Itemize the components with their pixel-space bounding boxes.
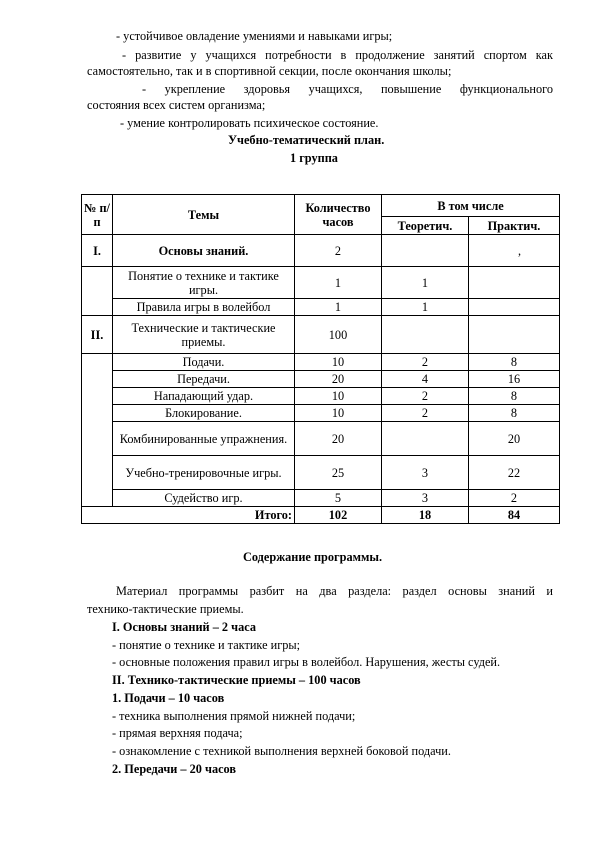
section-1-heading: I. Основы знаний – 2 часа	[112, 620, 256, 634]
header-hours: Количество часов	[295, 195, 382, 235]
row-theory: 3	[382, 490, 469, 507]
row-theory: 3	[382, 456, 469, 490]
row-hours: 10	[295, 354, 382, 371]
row-theory: 2	[382, 388, 469, 405]
row-practice: 8	[469, 405, 560, 422]
plan-table	[81, 194, 560, 524]
table-row	[82, 405, 560, 422]
row-topic: Комбинированные упражнения.	[113, 422, 295, 456]
row-practice	[469, 316, 560, 354]
goal-item-health-line1: - укрепление здоровья учащихся, повышение функционального	[142, 82, 553, 96]
goal-item-skills: - устойчивое овладение умениями и навыками игры;	[116, 29, 393, 43]
row-theory: 2	[382, 354, 469, 371]
goal-item-motivation-line2: самостоятельно, так и в спортивной секции, после окончания школы;	[87, 64, 452, 78]
section-1-item: - основные положения правил игры в волейбол. Нарушения, жесты судей.	[112, 655, 501, 669]
row-hours: 10	[295, 405, 382, 422]
header-including: В том числе	[382, 195, 560, 217]
row-theory: 2	[382, 405, 469, 422]
plan-title: Учебно-тематический план.	[228, 133, 385, 147]
row-hours: 1	[295, 299, 382, 316]
row-topic: Судейство игр.	[113, 490, 295, 507]
content-paragraph-line1: Материал программы разбит на два раздела: раздел основы знаний и	[116, 584, 553, 598]
table-row	[82, 371, 560, 388]
table-row	[82, 235, 560, 267]
header-practice: Практич.	[469, 217, 560, 235]
subsection-1-item: - техника выполнения прямой нижней подачи;	[112, 709, 356, 723]
row-hours: 20	[295, 422, 382, 456]
section-1-item: - понятие о технике и тактике игры;	[112, 638, 301, 652]
row-topic: Понятие о технике и тактике игры.	[113, 267, 295, 299]
row-topic: Правила игры в волейбол	[113, 299, 295, 316]
row-practice: 16	[469, 371, 560, 388]
goal-item-health-line2: состояния всех систем организма;	[87, 98, 266, 112]
table-header-row	[82, 195, 560, 217]
subsection-1-item: - ознакомление с техникой выполнения верхней боковой подачи.	[112, 744, 451, 758]
plan-group: 1 группа	[290, 151, 338, 165]
row-theory	[382, 235, 469, 267]
content-paragraph-line2: технико-тактические приемы.	[87, 602, 244, 616]
row-theory: 1	[382, 267, 469, 299]
row-topic: Передачи.	[113, 371, 295, 388]
row-theory: 4	[382, 371, 469, 388]
row-topic: Учебно-тренировочные игры.	[113, 456, 295, 490]
table-row	[82, 422, 560, 456]
row-hours: 25	[295, 456, 382, 490]
table-row	[82, 354, 560, 371]
header-topics: Темы	[113, 195, 295, 235]
table-row	[82, 456, 560, 490]
row-hours: 20	[295, 371, 382, 388]
row-theory: 1	[382, 299, 469, 316]
total-practice: 84	[469, 507, 560, 524]
row-num: II.	[82, 316, 113, 354]
total-theory: 18	[382, 507, 469, 524]
table-row	[82, 388, 560, 405]
row-num	[82, 267, 113, 316]
row-practice: 22	[469, 456, 560, 490]
goal-item-control: - умение контролировать психическое состояние.	[120, 116, 379, 130]
row-topic: Подачи.	[113, 354, 295, 371]
row-num	[82, 354, 113, 507]
table-row	[82, 490, 560, 507]
total-hours: 102	[295, 507, 382, 524]
table-total-row	[82, 507, 560, 524]
row-num: I.	[82, 235, 113, 267]
row-hours: 10	[295, 388, 382, 405]
row-topic: Нападающий удар.	[113, 388, 295, 405]
total-label: Итого:	[82, 507, 295, 524]
row-hours: 100	[295, 316, 382, 354]
row-practice: 8	[469, 354, 560, 371]
content-heading: Содержание программы.	[243, 550, 383, 564]
row-hours: 1	[295, 267, 382, 299]
row-practice	[469, 299, 560, 316]
row-topic: Основы знаний.	[113, 235, 295, 267]
table-row	[82, 299, 560, 316]
row-practice: ,	[469, 235, 560, 267]
header-num: № п/п	[82, 195, 113, 235]
row-hours: 5	[295, 490, 382, 507]
section-2-heading: II. Технико-тактические приемы – 100 часов	[112, 673, 361, 687]
row-practice: 20	[469, 422, 560, 456]
goal-item-motivation-line1: - развитие у учащихся потребности в продолжение занятий спортом как	[122, 48, 553, 62]
header-theory: Теоретич.	[382, 217, 469, 235]
row-topic: Технические и тактические приемы.	[113, 316, 295, 354]
row-theory	[382, 422, 469, 456]
row-hours: 2	[295, 235, 382, 267]
row-practice	[469, 267, 560, 299]
row-topic: Блокирование.	[113, 405, 295, 422]
subsection-1-item: - прямая верхняя подача;	[112, 726, 243, 740]
row-practice: 2	[469, 490, 560, 507]
table-row	[82, 267, 560, 299]
table-row	[82, 316, 560, 354]
subsection-1-heading: 1. Подачи – 10 часов	[112, 691, 225, 705]
subsection-2-heading: 2. Передачи – 20 часов	[112, 762, 237, 776]
row-theory	[382, 316, 469, 354]
row-practice: 8	[469, 388, 560, 405]
